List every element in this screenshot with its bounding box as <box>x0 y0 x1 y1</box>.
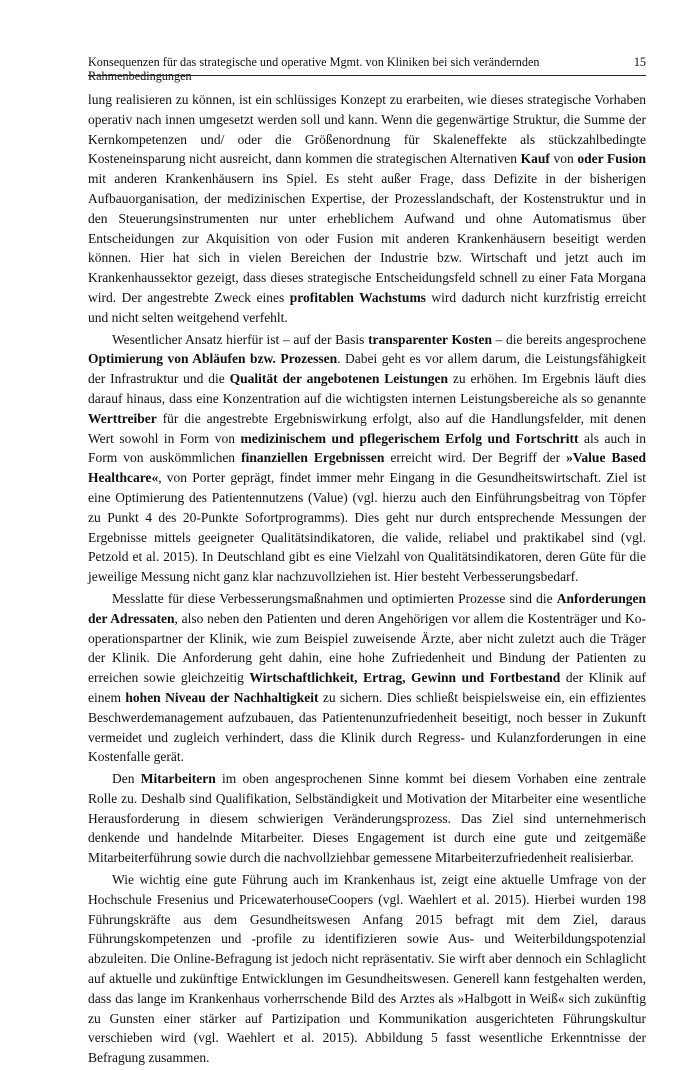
emphasis-mitarbeitern: Mitarbeitern <box>140 771 216 787</box>
text-run: zu sichern. Dies schließt beispielsweise ein, ein effizientes Beschwerdemanagement aufzubauen, das Patientenunzufriedenheit beseitigt, noch besser in Zukunft vermeidet und zugleich verhindert, dass die Klinik durch Regress- und Kulanzforderungen in eine Kostenfalle gerät. <box>88 689 647 765</box>
text-run: im oben angesprochenen Sinne kommt bei diesem Vorhaben eine zentrale Rolle zu. Deshalb sind Qualifikation, Selbständigkeit und Motivation der Mitarbeiter eine wesentliche Herausforderung in diesem schwierigen Veränderungsprozess. Das Ziel sind unternehmerisch denkende und handelnde Mitarbeiter. Dieses Engagement ist durch eine gute und zeitgemäße Mitarbeiterführung sowie durch die nachvollziehbar gemessene Mitarbeiterzufriedenheit realisierbar. <box>88 771 646 866</box>
emphasis-anforderungen: Anforderungen der Adressaten <box>88 590 646 626</box>
text-run: Messlatte für diese Verbesserungsmaßnahmen und optimierten Prozesse sind die <box>112 590 557 606</box>
text-run: , von Porter geprägt, findet immer mehr Eingang in die Gesundheitswirtschaft. Ziel ist eine Optimierung des Patientennutzens (Value) (vgl. hierzu auch den Einführungsbeitrag von Töpfer zu Punkt 4 des 20-Punkte Sofortprogramms). Dies geht nur durch entsprechende Messungen der Ergebnisse mittels geeigneter Qualitätsindikatoren, die valide, reliabel und praktikabel sind (vgl. Petzold et al. 2015). In Deutschland gibt es eine Vielzahl von Qualitätsindikatoren, deren Güte für die jeweilige Messung nicht ganz klar nachzuvollziehen ist. Hier besteht Verbesserungsbedarf. <box>88 470 646 585</box>
text-run: Wie wichtig eine gute Führung auch im Krankenhaus ist, zeigt eine aktuelle Umfrage von der Hochschule Fresenius und PricewaterhouseCoopers (vgl. Waehlert et al. 2015). Hierbei wurden 198 Führungskräfte aus dem Gesundheitswesen Anfang 2015 befragt mit dem Ziel, daraus Führungskompetenzen und -profile zu identifizieren sowie Aus- und Weiterbildungspotenzial abzuleiten. Die Online-Befragung ist jedoch nicht repräsentativ. Sie wirft aber dennoch ein Schlaglicht auf aktuelle und zukünftige Entwicklungen im Gesundheitswesen. Generell kann festgehalten werden, dass das lange im Krankenhaus vorherrschende Bild des Arztes als »Halbgott in Weiß« sich zukünftig zu Gunsten einer stärker auf Partizipation und Kommunikation ausgerichteten Führungskultur verschieben wird (vgl. Waehlert et al. 2015). Abbildung 5 fasst wesentliche Erkenntnisse der Befragung zusammen. <box>88 872 646 1066</box>
text-run: lung realisieren zu können, ist ein schlüssiges Konzept zu erarbeiten, wie dieses strategische Vorhaben operativ nach innen umgesetzt werden soll und kann. Wenn die gegenwärtige Struktur, die Summe der Kernkompetenzen und/ oder die Größenordnung für Skaleneffekte als stückzahlbedingte Kosteneinsparung nicht ausreicht, dann kommen die strategischen Alternativen <box>88 92 646 167</box>
emphasis-transparenter-kosten: transparenter Kosten <box>368 331 492 347</box>
text-run: von <box>549 151 578 167</box>
running-header <box>88 55 646 83</box>
text-run: für die angestrebte Ergebniswirkung erfolgt, also auf die Handlungsfelder, mit denen Wert sowohl in Form von <box>88 410 646 446</box>
emphasis-qualitaet: Qualität der angebotenen Leistungen <box>229 371 449 387</box>
emphasis-nachhaltigkeit: hohen Niveau der Nachhaltigkeit <box>125 689 319 705</box>
emphasis-value-based-healthcare: »Value Based Healthcare« <box>88 450 646 486</box>
text-run: erreicht wird. Der Begriff der <box>384 450 567 466</box>
text-run: wird dadurch nicht kurzfristig erreicht und nicht selten weitgehend verfehlt. <box>88 289 647 325</box>
header-rule <box>88 75 646 76</box>
header-title: Konsequenzen für das strategische und operative Mgmt. von Kliniken bei sich verändernden Rahmenbedingungen <box>88 55 540 83</box>
text-run: , also neben den Patienten und deren Angehörigen vor allem die Kostenträger und Kooperationspartner der Klinik, wie zum Beispiel zuweisende Ärzte, aber nicht zuletzt auch die Träger der Klinik. Die Anforderung geht dahin, eine hohe Zufriedenheit und Bindung der Patienten zu erreichen sowie gleichzeitig <box>88 610 646 686</box>
text-run: der Klinik auf einem <box>88 670 646 705</box>
emphasis-finanzielle-ergebnisse: finanziellen Ergebnissen <box>241 450 385 466</box>
emphasis-optimierung: Optimierung von Abläufen bzw. Prozessen <box>88 351 338 367</box>
text-run: . Dabei geht es vor allem darum, die Leistungsfähigkeit der Infrastruktur und die <box>88 351 646 387</box>
emphasis-wirtschaftlichkeit: Wirtschaftlichkeit, Ertrag, Gewinn und Fortbestand <box>249 670 561 686</box>
emphasis-kauf: Kauf <box>520 151 550 167</box>
text-run: zu erhöhen. Im Ergebnis läuft dies darauf hinaus, dass eine Konzentration auf die wichtigsten internen Leistungsbereiche als so genannte <box>88 371 647 406</box>
text-run: als auch in Form von auskömmlichen <box>88 430 646 466</box>
text-run: Den <box>112 771 141 787</box>
paragraph-2 <box>88 330 646 587</box>
text-run: mit anderen Krankenhäusern ins Spiel. Es steht außer Frage, dass Defizite in der bisherigen Aufbauorganisation, der medizinischen Expertise, der Prozesslandschaft, der Kostenstruktur und in den Steuerungsinstrumenten nur unter erheblichem Aufwand und ohne Automatismus über Entscheidungen zur Akquisition von oder Fusion mit anderen Krankenhäusern beseitigt werden können. Hier hat sich in vielen Bereichen der Industrie bzw. Wirtschaft und jetzt auch im Krankenhaussektor gezeigt, dass dieses strategische Entscheidungsfeld schnell zu einer Fata Morgana wird. Der angestrebte Zweck eines <box>88 171 646 305</box>
emphasis-medizinischer-erfolg: medizinischem und pflegerischem Erfolg und Fortschritt <box>240 430 579 446</box>
text-run: Wesentlicher Ansatz hierfür ist – auf der Basis <box>112 331 369 347</box>
emphasis-werttreiber: Werttreiber <box>88 410 157 426</box>
emphasis-oder-fusion: oder Fusion <box>577 151 646 167</box>
text-run: – die bereits angesprochene <box>491 331 647 347</box>
page-number: 15 <box>633 55 646 69</box>
paragraph-3 <box>88 589 646 767</box>
paragraph-5 <box>88 870 646 1068</box>
paragraph-4 <box>88 769 646 868</box>
emphasis-profitablen-wachstums: profitablen Wachstums <box>289 289 426 305</box>
paragraph-1 <box>88 90 646 328</box>
body-text <box>88 90 646 1070</box>
